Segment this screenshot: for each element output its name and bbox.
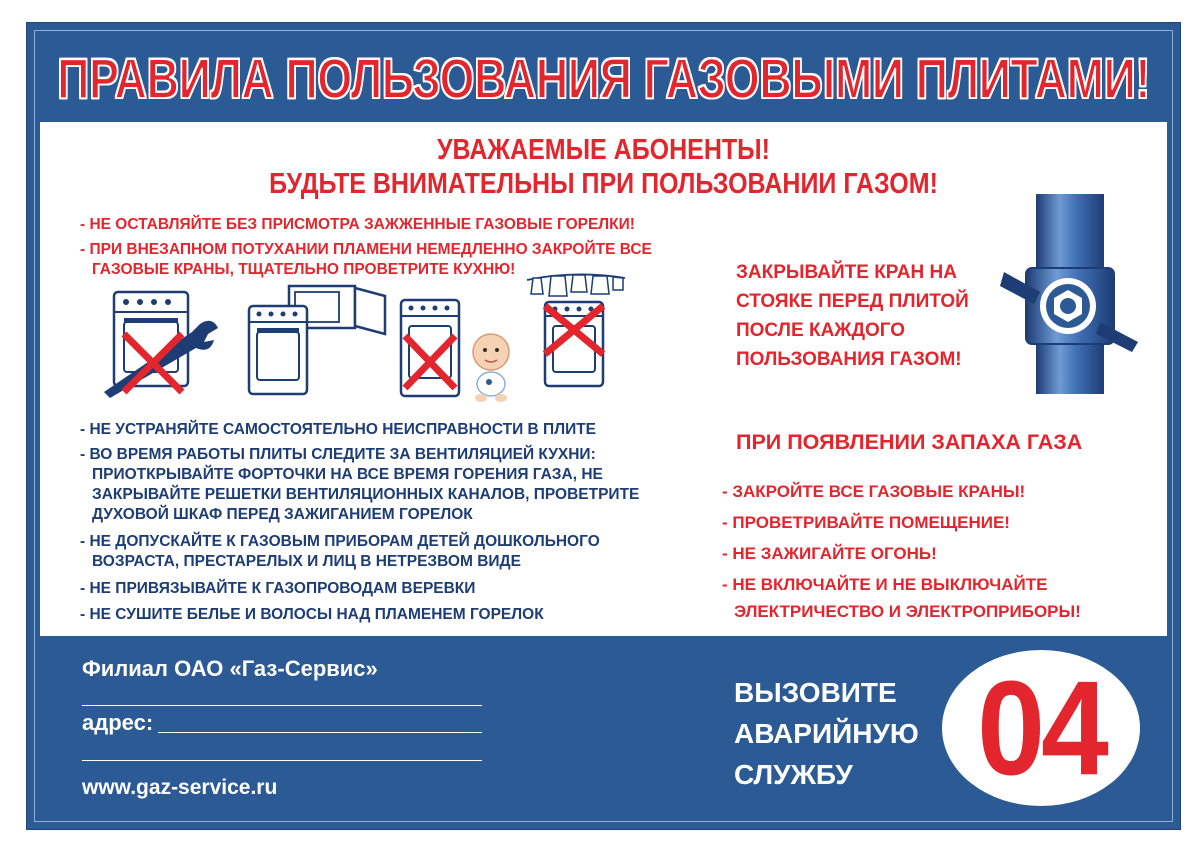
- pipe-note-line-3: ПОСЛЕ КАЖДОГО: [736, 320, 906, 341]
- headline-line2: БУДЬТЕ ВНИМАТЕЛЬНЫ ПРИ ПОЛЬЗОВАНИИ ГАЗОМ!: [269, 167, 938, 201]
- title-band: [40, 36, 1167, 122]
- address-label: адрес:: [82, 710, 154, 735]
- gas-smell-item-3: - НЕ ЗАЖИГАЙТЕ ОГОНЬ!: [722, 544, 937, 563]
- branch-name: Филиал ОАО «Газ-Сервис»: [82, 656, 378, 681]
- blank-line-1: [82, 705, 482, 706]
- gas-smell-item-1: - ЗАКРОЙТЕ ВСЕ ГАЗОВЫЕ КРАНЫ!: [722, 482, 1026, 501]
- poster-title: ПРАВИЛА ПОЛЬЗОВАНИЯ ГАЗОВЫМИ ПЛИТАМИ!: [57, 46, 1150, 111]
- call-line-1: ВЫЗОВИТЕ: [734, 677, 897, 708]
- emergency-number: 04: [977, 653, 1105, 803]
- stove-laundry-illustration: [525, 256, 630, 391]
- gas-smell-item-2: - ПРОВЕТРИВАЙТЕ ПОМЕЩЕНИЕ!: [722, 513, 1010, 532]
- address-blank-line: [158, 732, 482, 733]
- website-link[interactable]: www.gaz-service.ru: [82, 776, 278, 799]
- pipe-note-line-4: ПОЛЬЗОВАНИЯ ГАЗОМ!: [736, 349, 962, 370]
- blue-rule-1: - НЕ УСТРАНЯЙТЕ САМОСТОЯТЕЛЬНО НЕИСПРАВНОСТИ В ПЛИТЕ: [80, 421, 597, 438]
- stove-microwave-illustration: [245, 282, 395, 400]
- gas-smell-item-4-cont: ЭЛЕКТРИЧЕСТВО И ЭЛЕКТРОПРИБОРЫ!: [734, 602, 1081, 621]
- red-rule-2: - ПРИ ВНЕЗАПНОМ ПОТУХАНИИ ПЛАМЕНИ НЕМЕДЛЕННО ЗАКРОЙТЕ ВСЕ: [80, 241, 652, 258]
- blank-line-3: [82, 760, 482, 761]
- blue-rule-5: - НЕ СУШИТЕ БЕЛЬЕ И ВОЛОСЫ НАД ПЛАМЕНЕМ ГОРЕЛОК: [80, 606, 544, 623]
- red-rule-1: - НЕ ОСТАВЛЯЙТЕ БЕЗ ПРИСМОТРА ЗАЖЖЕННЫЕ ГАЗОВЫЕ ГОРЕЛКИ!: [80, 216, 635, 233]
- blue-rule-2-cont-3: ДУХОВОЙ ШКАФ ПЕРЕД ЗАЖИГАНИЕМ ГОРЕЛОК: [92, 506, 473, 523]
- pipe-note-line-2: СТОЯКЕ ПЕРЕД ПЛИТОЙ: [736, 291, 969, 312]
- blue-rule-2-cont-1: ПРИОТКРЫВАЙТЕ ФОРТОЧКИ НА ВСЕ ВРЕМЯ ГОРЕНИЯ ГАЗА, НЕ: [92, 466, 603, 483]
- pipe-note-line-1: ЗАКРЫВАЙТЕ КРАН НА: [736, 262, 957, 283]
- gas-smell-item-4: - НЕ ВКЛЮЧАЙТЕ И НЕ ВЫКЛЮЧАЙТЕ: [722, 575, 1048, 594]
- blue-rule-2-cont-2: ЗАКРЫВАЙТЕ РЕШЕТКИ ВЕНТИЛЯЦИОННЫХ КАНАЛОВ, ПРОВЕТРИТЕ: [92, 486, 640, 503]
- call-line-3: СЛУЖБУ: [734, 759, 853, 790]
- blue-rule-3: - НЕ ДОПУСКАЙТЕ К ГАЗОВЫМ ПРИБОРАМ ДЕТЕЙ ДОШКОЛЬНОГО: [80, 533, 600, 550]
- headline-line1: УВАЖАЕМЫЕ АБОНЕНТЫ!: [437, 133, 770, 167]
- stove-wrench-illustration: [100, 288, 220, 398]
- gas-smell-title: ПРИ ПОЯВЛЕНИИ ЗАПАХА ГАЗА: [736, 430, 1083, 454]
- stove-child-illustration: [395, 296, 525, 406]
- blue-rule-2: - ВО ВРЕМЯ РАБОТЫ ПЛИТЫ СЛЕДИТЕ ЗА ВЕНТИЛЯЦИЕЙ КУХНИ:: [80, 446, 596, 463]
- call-emergency-text: [734, 672, 954, 795]
- blue-rule-4: - НЕ ПРИВЯЗЫВАЙТЕ К ГАЗОПРОВОДАМ ВЕРЕВКИ: [80, 580, 476, 597]
- red-rule-2-cont: ГАЗОВЫЕ КРАНЫ, ТЩАТЕЛЬНО ПРОВЕТРИТЕ КУХНЮ!: [92, 261, 516, 278]
- pipe-valve-note: [736, 258, 1036, 374]
- blue-rule-3-cont: ВОЗРАСТА, ПРЕСТАРЕЛЫХ И ЛИЦ В НЕТРЕЗВОМ ВИДЕ: [92, 553, 521, 570]
- call-line-2: АВАРИЙНУЮ: [734, 718, 919, 749]
